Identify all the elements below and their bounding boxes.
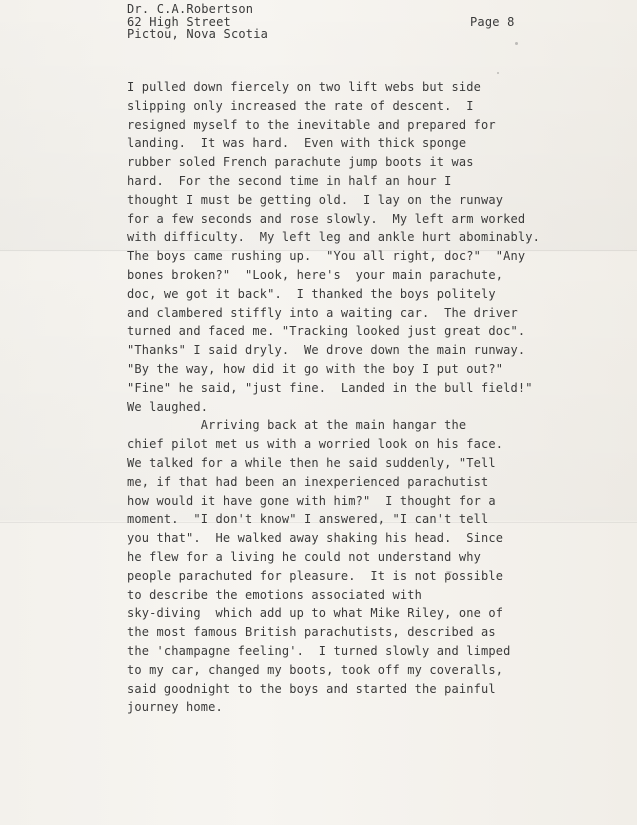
letter-body: [127, 78, 617, 717]
body-text-line: We talked for a while then he said suddenly, "Tell: [127, 455, 496, 470]
body-text-line: moment. "I don't know" I answered, "I can't tell: [127, 512, 489, 527]
body-text-line: how would it have gone with him?" I thought for a: [127, 493, 496, 508]
body-text-line: and clambered stiffly into a waiting car. The driver: [127, 305, 518, 320]
paper-speck: [180, 614, 184, 616]
body-text-line: turned and faced me. "Tracking looked just great doc".: [127, 324, 526, 339]
body-text-line: "Thanks" I said dryly. We drove down the main runway.: [127, 343, 526, 358]
body-text-line: people parachuted for pleasure. It is not possible: [127, 568, 504, 583]
body-text-line: to my car, changed my boots, took off my coveralls,: [127, 662, 504, 677]
body-text-line: doc, we got it back". I thanked the boys politely: [127, 286, 496, 301]
address-line-street: 62 High Street: [127, 14, 231, 29]
body-text-line: The boys came rushing up. "You all right, doc?" "Any: [127, 249, 526, 264]
body-text-line: resigned myself to the inevitable and prepared for: [127, 117, 496, 132]
body-text-line: the 'champagne feeling'. I turned slowly and limped: [127, 643, 511, 658]
body-text-line: thought I must be getting old. I lay on the runway: [127, 192, 504, 207]
paper-speck: [497, 72, 499, 74]
body-text-line: journey home.: [127, 700, 223, 715]
body-text-line: you that". He walked away shaking his head. Since: [127, 531, 504, 546]
body-text-line: "By the way, how did it go with the boy I put out?": [127, 361, 504, 376]
address-line-city: Pictou, Nova Scotia: [127, 27, 269, 41]
body-text-line: said goodnight to the boys and started the painful: [127, 681, 496, 696]
paper-speck: [446, 571, 452, 573]
body-text-line: slipping only increased the rate of descent. I: [127, 98, 474, 113]
body-text-line: for a few seconds and rose slowly. My left arm worked: [127, 211, 526, 226]
body-text-line: rubber soled French parachute jump boots it was: [127, 155, 474, 170]
body-text-line: to describe the emotions associated with: [127, 587, 422, 602]
body-text-line: landing. It was hard. Even with thick sponge: [127, 136, 467, 151]
body-text-line: the most famous British parachutists, described as: [127, 625, 496, 640]
body-text-line: me, if that had been an inexperienced parachutist: [127, 474, 489, 489]
sender-address: [127, 3, 268, 41]
paper-speck: [515, 42, 518, 45]
body-text-line: with difficulty. My left leg and ankle hurt abominably.: [127, 230, 540, 245]
page-number: Page 8: [470, 15, 515, 29]
body-text-line: Arriving back at the main hangar the: [127, 418, 467, 433]
address-line-name: Dr. C.A.Robertson: [127, 2, 254, 16]
body-text-line: I pulled down fiercely on two lift webs but side: [127, 80, 481, 94]
body-text-line: sky-diving which add up to what Mike Riley, one of: [127, 606, 504, 621]
body-text-line: bones broken?" "Look, here's your main parachute,: [127, 267, 504, 282]
body-text-line: hard. For the second time in half an hour I: [127, 173, 452, 188]
body-text-line: chief pilot met us with a worried look on his face.: [127, 437, 504, 452]
body-text-line: he flew for a living he could not understand why: [127, 549, 481, 564]
body-text-line: "Fine" he said, "just fine. Landed in the bull field!": [127, 380, 533, 395]
body-text-line: We laughed.: [127, 399, 209, 414]
